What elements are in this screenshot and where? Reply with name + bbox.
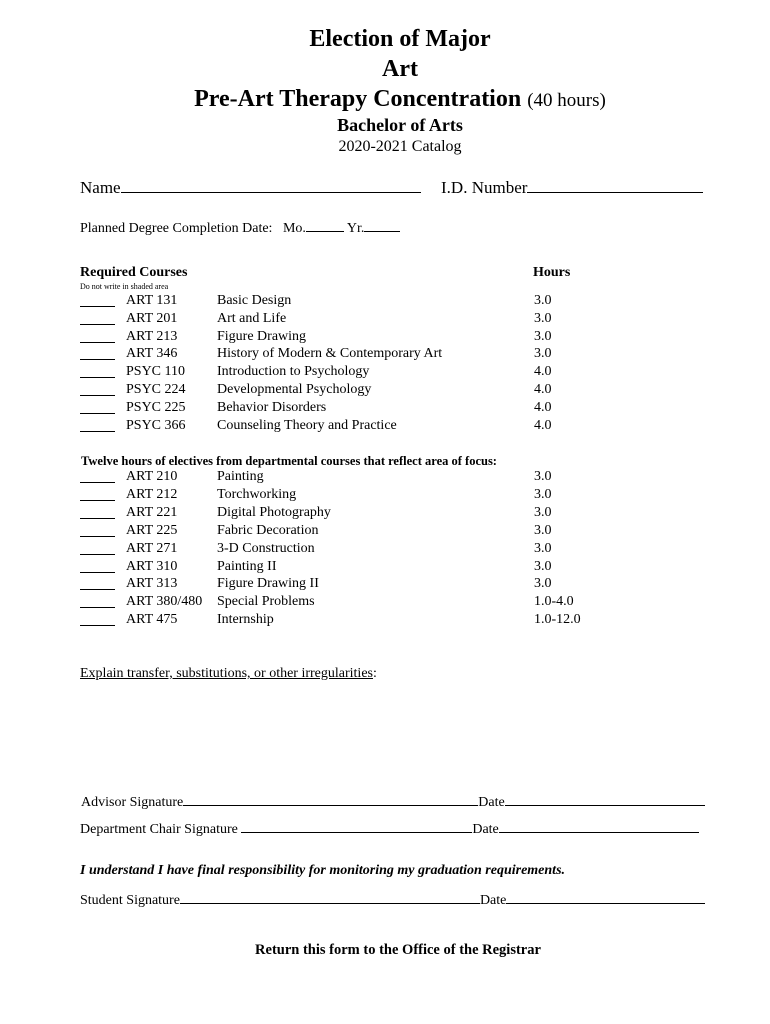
course-row [0,400,770,418]
course-code: ART 225 [126,522,178,538]
course-title: Torchworking [217,486,297,502]
course-code: ART 380/480 [126,594,203,610]
course-row [0,346,770,364]
course-check-line[interactable] [80,572,115,573]
course-code: ART 475 [126,612,178,628]
course-check-line[interactable] [80,395,115,396]
course-code: PSYC 366 [126,417,186,433]
course-check-line[interactable] [80,306,115,307]
course-row [0,541,770,559]
completion-date-field [80,217,400,237]
course-code: PSYC 224 [126,382,186,397]
course-title: Art and Life [217,310,287,326]
course-hours: 4.0 [534,417,552,433]
course-hours: 3.0 [534,328,552,344]
id-number-label: I.D. Number [441,178,528,197]
course-hours: 1.0-12.0 [534,612,581,628]
course-row [0,329,770,347]
year-label: Yr. [346,221,365,236]
explain-colon: : [372,666,377,681]
chair-date-line[interactable] [499,818,699,833]
course-check-line[interactable] [80,431,115,432]
course-check-line[interactable] [80,377,115,378]
advisor-date-label: Date [478,795,505,810]
course-row [0,469,770,487]
required-courses-heading: Required Courses [80,265,188,280]
course-check-line[interactable] [80,324,115,325]
advisor-signature-label: Advisor Signature [81,795,184,810]
student-signature-field [80,889,705,909]
electives-heading: Twelve hours of electives from departmental courses that reflect area of focus: [81,454,497,468]
course-check-line[interactable] [80,536,115,537]
course-title: Figure Drawing II [217,576,319,592]
course-code: ART 201 [126,310,178,326]
degree-title: Bachelor of Arts [337,115,463,135]
responsibility-statement: I understand I have final responsibility for monitoring my graduation requirements. [80,863,566,878]
course-hours: 3.0 [534,540,552,556]
course-hours: 4.0 [534,364,552,380]
course-hours: 1.0-4.0 [534,594,574,610]
course-row [0,418,770,436]
return-instructions: Return this form to the Office of the Registrar [255,942,541,958]
student-date-label: Date [479,893,507,908]
student-date-line[interactable] [506,889,705,904]
course-check-line[interactable] [80,625,115,626]
chair-signature-line[interactable] [241,818,472,833]
course-check-line[interactable] [80,413,115,414]
course-hours: 3.0 [534,576,552,592]
course-code: ART 210 [126,469,178,484]
catalog-year: 2020-2021 Catalog [338,138,462,155]
course-hours: 3.0 [534,486,552,502]
name-label: Name [80,178,121,197]
course-check-line[interactable] [80,518,115,519]
course-row [0,576,770,594]
student-signature-label: Student Signature [80,893,180,908]
course-hours: 3.0 [534,293,552,308]
course-title: Basic Design [217,293,292,308]
course-title: Digital Photography [217,504,331,520]
course-hours: 3.0 [534,469,552,484]
course-title: Behavior Disorders [217,399,327,415]
course-check-line[interactable] [80,589,115,590]
explain-field [80,666,377,682]
course-check-line[interactable] [80,607,115,608]
concentration-hours: (40 hours) [527,90,606,111]
hours-heading: Hours [533,265,571,280]
course-code: ART 310 [126,558,178,574]
course-code: PSYC 225 [126,399,186,415]
course-code: PSYC 110 [126,364,186,380]
student-signature-line[interactable] [180,889,480,904]
chair-date-label: Date [472,822,499,837]
course-title: Counseling Theory and Practice [217,417,397,433]
course-title: Fabric Decoration [217,522,319,538]
concentration-title: Pre-Art Therapy Concentration [194,86,522,112]
course-row [0,523,770,541]
completion-date-label: Planned Degree Completion Date: [80,221,273,236]
course-row [0,559,770,577]
course-check-line[interactable] [80,500,115,501]
course-code: ART 212 [126,486,178,502]
course-hours: 3.0 [534,346,552,362]
course-title: Painting II [217,558,277,574]
month-input-line[interactable] [306,217,344,232]
course-title: History of Modern & Contemporary Art [217,346,443,362]
course-title: Introduction to Psychology [217,364,370,380]
form-title-line1: Election of Major [309,26,491,52]
explain-label: Explain transfer, substitutions, or other irregularities [80,666,373,681]
course-row [0,293,770,311]
chair-signature-field [80,818,699,838]
course-code: ART 271 [126,540,178,556]
course-check-line[interactable] [80,482,115,483]
course-title: Figure Drawing [217,328,307,344]
course-code: ART 213 [126,328,178,344]
course-row [0,311,770,329]
shaded-area-note: Do not write in shaded area [80,282,169,291]
course-check-line[interactable] [80,359,115,360]
name-input-line[interactable] [121,178,421,193]
course-title: Painting [217,469,264,484]
course-title: Developmental Psychology [217,382,372,397]
course-hours: 3.0 [534,504,552,520]
course-hours: 4.0 [534,382,552,397]
course-hours: 3.0 [534,522,552,538]
course-hours: 3.0 [534,558,552,574]
id-number-input-line[interactable] [527,178,703,193]
course-check-line[interactable] [80,342,115,343]
name-field [80,178,421,198]
course-hours: 4.0 [534,399,552,415]
course-row [0,364,770,382]
course-row [0,382,770,400]
advisor-date-line[interactable] [505,791,705,806]
course-code: ART 131 [126,293,178,308]
form-title-line2: Art [382,56,418,82]
id-number-field [441,178,703,198]
course-code: ART 221 [126,504,178,520]
year-input-line[interactable] [364,217,400,232]
course-row [0,594,770,612]
course-row [0,505,770,523]
course-check-line[interactable] [80,554,115,555]
course-code: ART 346 [126,346,178,362]
chair-signature-label: Department Chair Signature [80,822,238,837]
course-title: Internship [217,612,274,628]
form-title-line3 [0,86,770,113]
course-row [0,612,770,630]
course-hours: 3.0 [534,310,552,326]
month-label: Mo. [282,221,306,236]
course-title: Special Problems [217,594,315,610]
course-title: 3-D Construction [217,540,315,556]
advisor-signature-line[interactable] [183,791,478,806]
course-code: ART 313 [126,576,178,592]
advisor-signature-field [81,791,705,811]
course-row [0,487,770,505]
